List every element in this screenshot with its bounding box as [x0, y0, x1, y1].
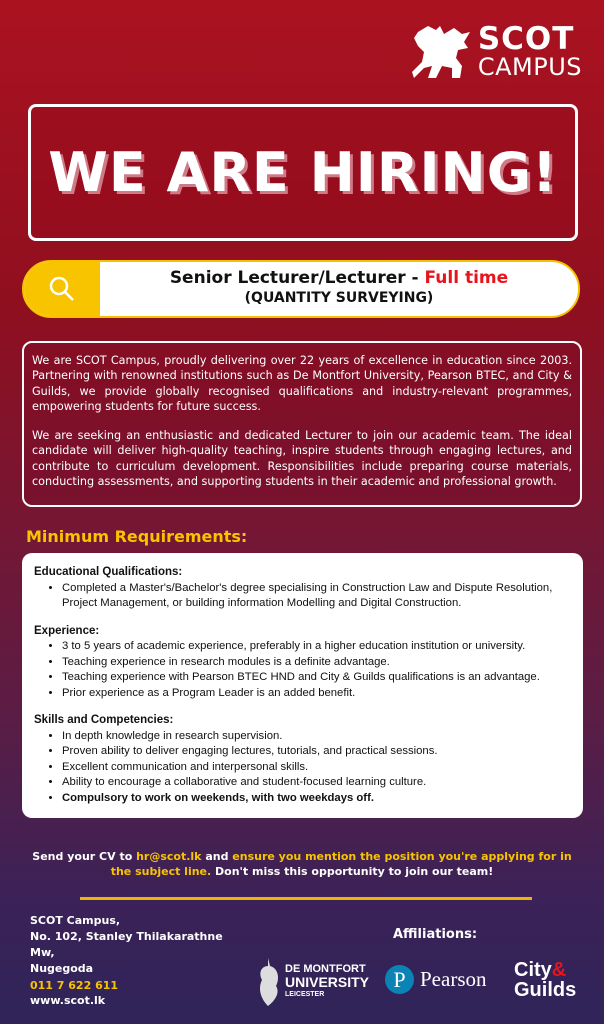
list-item: • Completed a Master's/Bachelor's degree specialising in Construction Law and Dispute Resolution, Project Management, or building information Modelling and Digital Construction.: [62, 581, 571, 612]
apply-text: and: [201, 850, 233, 863]
phone-number[interactable]: 011 7 622 611: [30, 979, 119, 992]
address-line: Nugegoda: [30, 962, 94, 975]
address-line: SCOT Campus,: [30, 914, 121, 927]
position-department: (QUANTITY SURVEYING): [244, 290, 434, 306]
list-item: • Ability to encourage a collaborative and student-focused learning culture.: [62, 775, 571, 791]
divider: [80, 897, 532, 900]
city-guilds-logo: City& Guilds: [514, 959, 577, 1001]
section-title: Educational Qualifications:: [34, 566, 183, 578]
list-item: • Teaching experience in research modules is a definite advantage.: [62, 655, 571, 671]
position-type: Full time: [424, 268, 509, 288]
list-item: • Compulsory to work on weekends, with two weekdays off.: [62, 791, 571, 807]
dmu-line: DE MONTFORT: [285, 963, 366, 975]
intro-box: [22, 341, 582, 507]
pearson-p-icon: P: [385, 965, 414, 994]
list-item: • Prior experience as a Program Leader is an added benefit.: [62, 686, 571, 702]
lion-icon: [410, 22, 472, 80]
apply-text: Don't miss this opportunity to join our team!: [211, 865, 494, 878]
section-title: Skills and Competencies:: [34, 714, 174, 726]
email-link[interactable]: hr@scot.lk: [136, 850, 202, 863]
list-item: • Excellent communication and interpersonal skills.: [62, 760, 571, 776]
list-item: • 3 to 5 years of academic experience, preferably in a higher education institution or university.: [62, 639, 571, 655]
search-icon: [24, 262, 100, 316]
headline-box: [28, 104, 578, 241]
requirements-heading: Minimum Requirements:: [26, 527, 248, 546]
intro-paragraph: We are SCOT Campus, proudly delivering over 22 years of excellence in education since 2003. Partnering with renowned institutions such as De Montfort University, Pearson BTEC, and City & Guilds, we provide globally recognised qualifications and industry-relevant programmes, empowering students for future success.: [32, 354, 572, 413]
position-title: Senior Lecturer/Lecturer -: [169, 268, 425, 288]
cg-line: City: [514, 959, 552, 981]
address-line: Mw,: [30, 946, 55, 959]
list-item: • Proven ability to deliver engaging lectures, tutorials, and practical sessions.: [62, 744, 571, 760]
apply-text-highlight: ensure you mention the position you're applying for in the subject line.: [110, 850, 572, 878]
address: [30, 913, 223, 977]
scot-campus-logo: [410, 22, 582, 80]
affiliations-heading: Affiliations:: [393, 927, 478, 942]
intro-paragraph: We are seeking an enthusiastic and dedicated Lecturer to join our academic team. The ideal candidate will deliver high-quality teaching, inspire students through engaging lectures, and contribute to curriculum development. Responsibilities include preparing course materials, conducting assessments, and supporting students in their academic and professional growth.: [32, 429, 572, 489]
pearson-logo: [385, 965, 487, 994]
section-title: Experience:: [34, 624, 100, 637]
pearson-wordmark: Pearson: [420, 967, 487, 991]
apply-instructions: [30, 849, 574, 879]
apply-text: Send your CV to: [32, 850, 137, 863]
requirements-card: [22, 553, 583, 818]
logo-line2: CAMPUS: [477, 52, 582, 81]
dmu-line: LEICESTER: [285, 991, 325, 998]
dmu-line: UNIVERSITY: [285, 974, 370, 990]
website-link[interactable]: www.scot.lk: [30, 994, 106, 1007]
list-item: • In depth knowledge in research supervision.: [62, 729, 571, 745]
dmu-lion-icon: [256, 958, 282, 1006]
headline: WE ARE HIRING!: [48, 141, 558, 204]
logo-line1: SCOT: [477, 20, 575, 57]
position-bar: [22, 260, 580, 318]
list-item: • Teaching experience with Pearson BTEC HND and City & Guilds qualifications is an advantage.: [62, 670, 571, 686]
cg-line: Guilds: [514, 979, 577, 1001]
dmu-logo: [256, 958, 369, 1006]
address-line: No. 102, Stanley Thilakarathne: [30, 930, 223, 943]
